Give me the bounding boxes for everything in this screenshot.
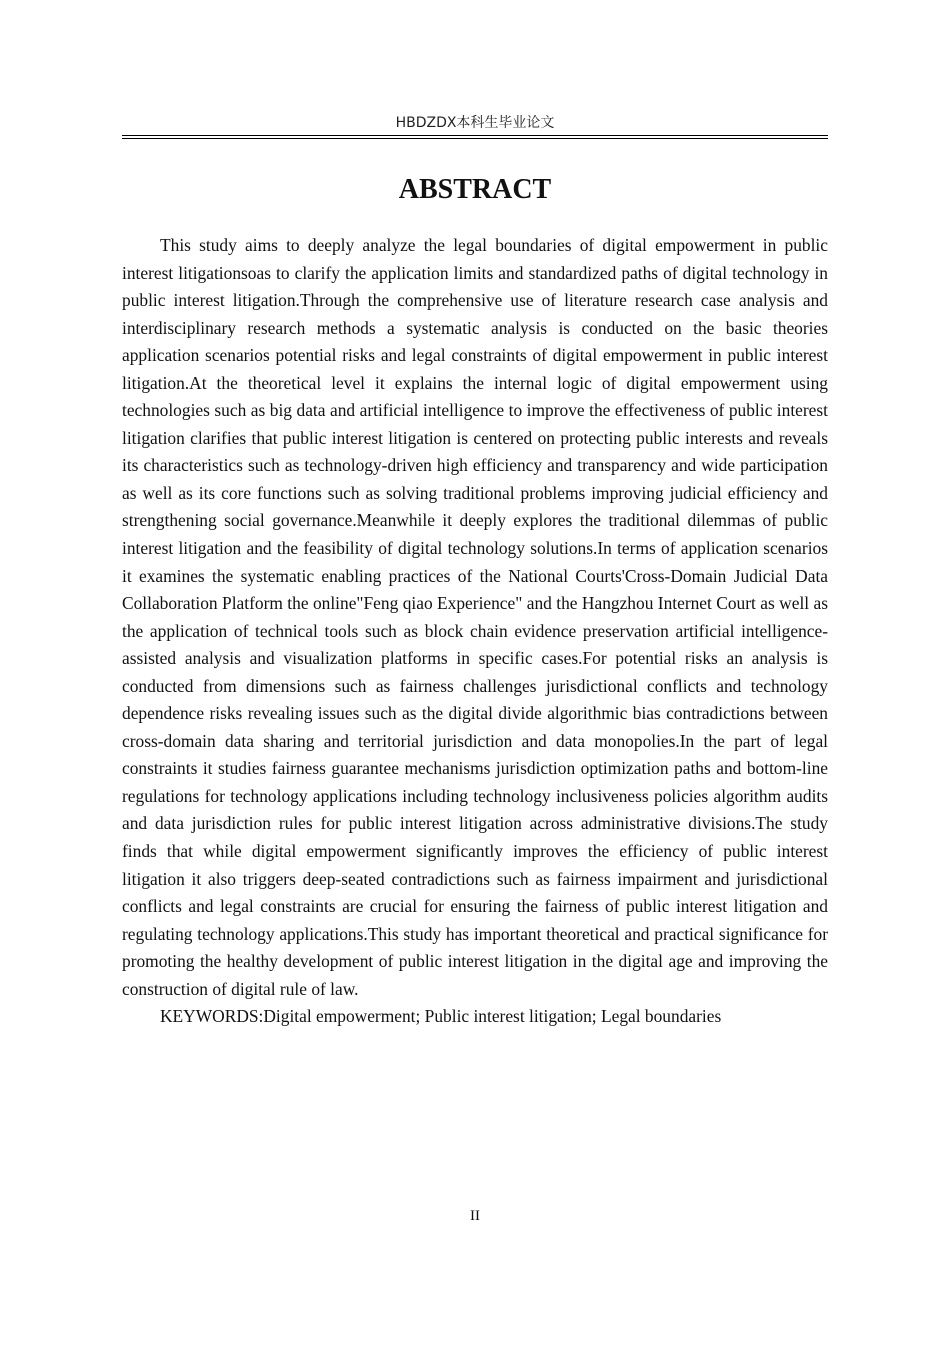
page-title: ABSTRACT [398, 174, 552, 205]
keywords-line: KEYWORDS:Digital empowerment; Public interest litigation; Legal boundaries [160, 1006, 722, 1027]
running-header: HBDZDX本科生毕业论文 [395, 115, 555, 131]
page-number: II [470, 1208, 480, 1224]
header-rule [122, 135, 828, 139]
abstract-paragraph: This study aims to deeply analyze the legal boundaries of digital empowerment in public interest litigationsoas to clarify the application limits and standardized paths of digital technology in public interest litigation.Through the comprehensive use of literature research case analysis and interdisciplinary research methods a systematic analysis is conducted on the basic theories application scenarios potential risks and legal constraints of digital empowerment in public interest litigation.At the theoretical level it explains the internal logic of digital empowerment using technologies such as big data and artificial intelligence to improve the effectiveness of public interest litigation clarifies that public interest litigation is centered on protecting public interests and reveals its characteristics such as technology-driven high efficiency and transparency and wide participation as well as its core functions such as solving traditional problems improving judicial efficiency and strengthening social governance.Meanwhile it deeply explores the traditional dilemmas of public interest litigation and the feasibility of digital technology solutions.In terms of application scenarios it examines the systematic enabling practices of the National Courts'Cross-Domain Judicial Data Collaboration Platform the online"Feng qiao Experience" and the Hangzhou Internet Court as well as the application of technical tools such as block chain evidence preservation artificial intelligence-assisted analysis and visualization platforms in specific cases.For potential risks an analysis is conducted from dimensions such as fairness challenges jurisdictional conflicts and technology dependence risks revealing issues such as the digital divide algorithmic bias contradictions between cross-domain data sharing and territorial jurisdiction and data monopolies.In the part of legal constraints it studies fairness guarantee mechanisms jurisdiction optimization paths and bottom-line regulations for technology applications including technology inclusiveness policies algorithm audits and data jurisdiction rules for public interest litigation across administrative divisions.The study finds that while digital empowerment significantly improves the efficiency of public interest litigation it also triggers deep-seated contradictions such as fairness impairment and jurisdictional conflicts and legal constraints are crucial for ensuring the fairness of public interest litigation and regulating technology applications.This study has important theoretical and practical significance for promoting the healthy development of public interest litigation in the digital age and improving the construction of digital rule of law. [122, 235, 828, 999]
abstract-body [122, 232, 828, 1031]
